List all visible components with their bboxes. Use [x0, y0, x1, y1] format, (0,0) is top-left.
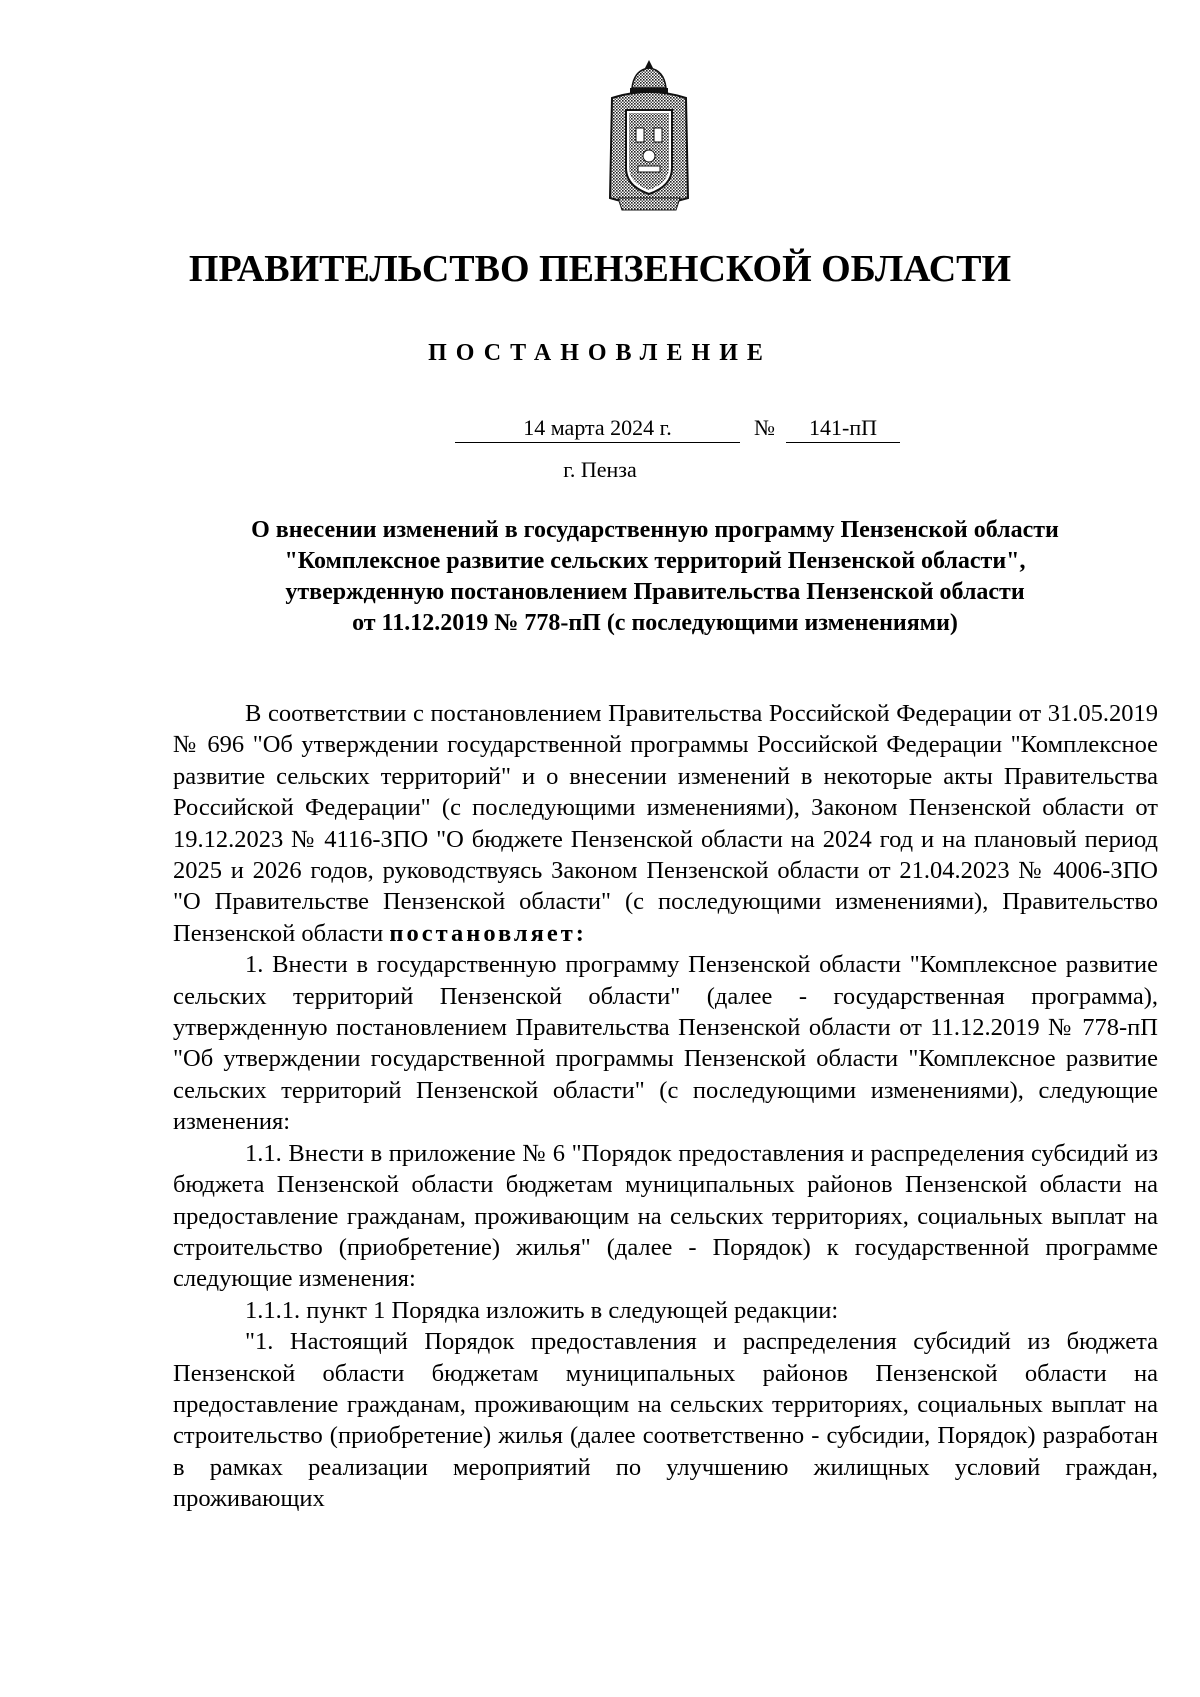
subject-line: "Комплексное развитие сельских территорий Пензенской области",	[284, 548, 1026, 574]
body-paragraph: "1. Настоящий Порядок предоставления и распределения субсидий из бюджета Пензенской области бюджетам муниципальных районов Пензенской области на предоставление гражданам, проживающим на сельских территориях, социальных выплат на строительство (приобретение) жилья (далее соответственно - субсидии, Порядок) разработан в рамках реализации мероприятий по улучшению жилищных условий граждан, проживающих	[173, 1328, 1158, 1513]
number-sign: №	[754, 415, 775, 440]
document-date: 14 марта 2024 г.	[455, 414, 740, 443]
subject-line: О внесении изменений в государственную программу Пензенской области	[251, 517, 1059, 543]
body-paragraph: 1.1.1. пункт 1 Порядка изложить в следующей редакции:	[245, 1296, 839, 1324]
document-type: ПОСТАНОВЛЕНИЕ	[428, 340, 772, 366]
coat-of-arms-icon	[604, 58, 694, 213]
decree-word: постановляет:	[389, 919, 587, 947]
document-city: г. Пенза	[563, 457, 637, 482]
paragraph-text: В соответствии с постановлением Правительства Российской Федерации от 31.05.2019 № 696 "Об утверждении государственной программы Российской Федерации "Комплексное развитие сельских территорий" и о внесении изменений в некоторые акты Правительства Российской Федерации" (с последующими изменениями), Законом Пензенской области от 19.12.2023 № 4116-ЗПО "О бюджете Пензенской области на 2024 год и на плановый период 2025 и 2026 годов, руководствуясь Законом Пензенской области от 21.04.2023 № 4006-ЗПО "О Правительстве Пензенской области" (с последующими изменениями), Правительство Пензенской области	[173, 700, 1158, 947]
government-title: ПРАВИТЕЛЬСТВО ПЕНЗЕНСКОЙ ОБЛАСТИ	[188, 248, 1012, 290]
body-paragraph: 1. Внести в государственную программу Пензенской области "Комплексное развитие сельских территорий Пензенской области" (далее - государственная программа), утвержденную постановлением Правительства Пензенской области от 11.12.2019 № 778-пП "Об утверждении государственной программы Пензенской области "Комплексное развитие сельских территорий Пензенской области" (с последующими изменениями), следующие изменения:	[173, 951, 1158, 1136]
body-paragraph	[173, 698, 1158, 949]
body-paragraph: 1.1. Внести в приложение № 6 "Порядок предоставления и распределения субсидий из бюджета Пензенской области бюджетам муниципальных районов Пензенской области на предоставление гражданам, проживающим на сельских территориях, социальных выплат на строительство (приобретение) жилья" (далее - Порядок) к государственной программе следующие изменения:	[173, 1139, 1158, 1293]
document-subject	[160, 515, 1150, 639]
document-number: 141-пП	[786, 414, 900, 443]
subject-line: утвержденную постановлением Правительства Пензенской области	[285, 579, 1025, 605]
document-body	[173, 698, 1158, 1515]
subject-line: от 11.12.2019 № 778-пП (с последующими изменениями)	[352, 610, 958, 636]
